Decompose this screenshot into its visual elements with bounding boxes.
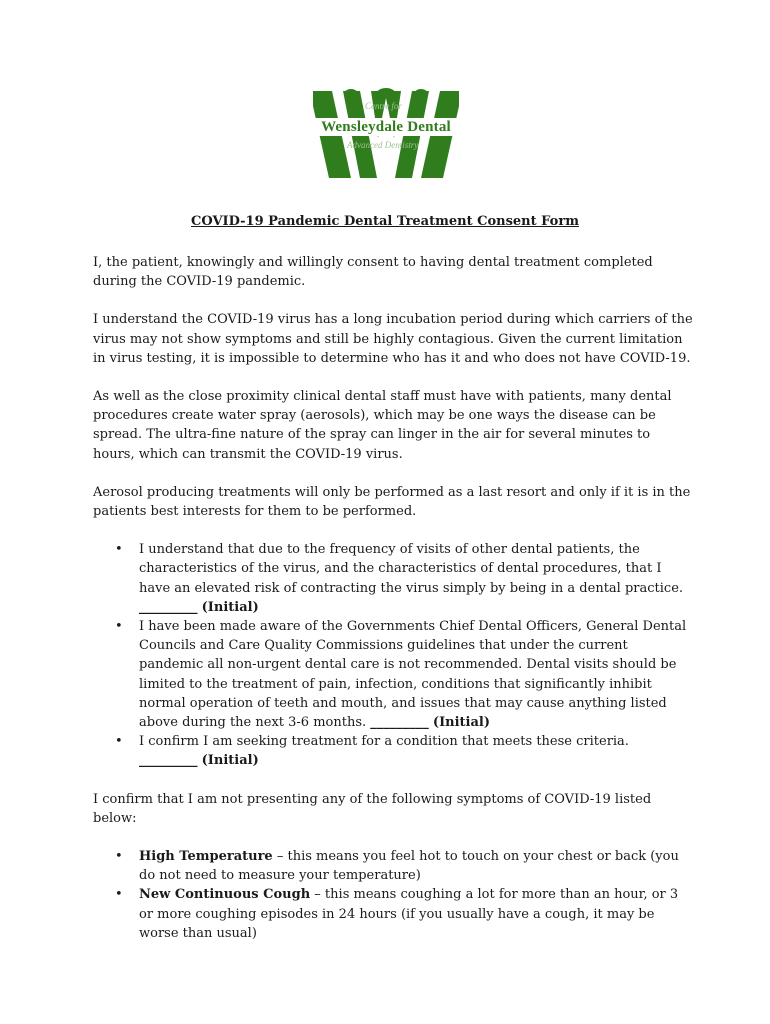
consent-item-text: I have been made aware of the Governments Chief Dental Officers, General Dental Councils and Care Quality Commissions guidelines that under the current pandemic all non-urgent dental care is not recommended. Dental visits should be limited to the treatment of pain, infection, conditions that significantly inhibit normal operation of teeth and mouth, and issues that may cause anything listed above during the next 3-6 months. [139, 619, 687, 731]
initial-blank[interactable]: _________ [139, 599, 198, 615]
consent-item-text: I understand that due to the frequency of visits of other dental patients, the characteristics of the virus, and the characteristics of dental procedures, that I have an elevated risk of contracting the virus simply by being in a dental practice. [139, 542, 684, 596]
symptom-item-temperature [139, 847, 693, 885]
form-body [93, 253, 693, 962]
symptom-item-cough [139, 885, 693, 943]
initial-blank[interactable]: _________ [139, 753, 198, 769]
paragraph-incubation: I understand the COVID-19 virus has a long incubation period during which carriers of the virus may not show symptoms and still be highly contagious. Given the current limitation in virus testing, it is impossible to determine who has it and who does not have COVID-19. [93, 312, 693, 366]
paragraph-aerosols: As well as the close proximity clinical dental staff must have with patients, many dental procedures create water spray (aerosols), which may be one ways the disease can be spread. The ultra-fine nature of the spray can linger in the air for several minutes to hours, which can transmit the COVID-19 virus. [93, 389, 672, 462]
symptoms-list [93, 847, 693, 943]
consent-item-guidelines [139, 617, 693, 732]
symptoms-intro: I confirm that I am not presenting any of the following symptoms of COVID-19 listed below: [93, 791, 652, 826]
paragraph-consent: I, the patient, knowingly and willingly consent to having dental treatment completed during the COVID-19 pandemic. [93, 255, 653, 290]
consent-item-text: I confirm I am seeking treatment for a condition that meets these criteria. [139, 734, 629, 750]
initial-label: (Initial) [432, 715, 490, 731]
symptom-name: High Temperature [139, 849, 273, 865]
consent-item-criteria [139, 732, 693, 770]
paragraph-aerosol-treatments: Aerosol producing treatments will only be performed as a last resort and only if it is in the patients best interests for them to be performed. [93, 484, 691, 520]
symptom-description: – this means you feel hot to touch on your chest or back (you do not need to measure your temperature) [139, 849, 679, 884]
consent-list [93, 540, 693, 770]
symptom-description: – this means coughing a lot for more than an hour, or 3 or more coughing episodes in 24 hours (if you usually have a cough, it may be worse than usual) [139, 887, 679, 941]
consent-item-risk [139, 540, 693, 617]
initial-label: (Initial) [201, 599, 259, 615]
initial-label: (Initial) [201, 753, 259, 769]
wensleydale-dental-logo [313, 88, 459, 180]
form-title: COVID-19 Pandemic Dental Treatment Consent Form [191, 214, 579, 229]
symptom-name: New Continuous Cough [139, 887, 311, 903]
logo-tagline-top: Centre for [365, 101, 402, 111]
logo-tagline-bottom: Advanced Dentistry [347, 140, 419, 150]
initial-blank[interactable]: _________ [370, 715, 429, 731]
logo-name: Wensleydale Dental [313, 118, 459, 136]
